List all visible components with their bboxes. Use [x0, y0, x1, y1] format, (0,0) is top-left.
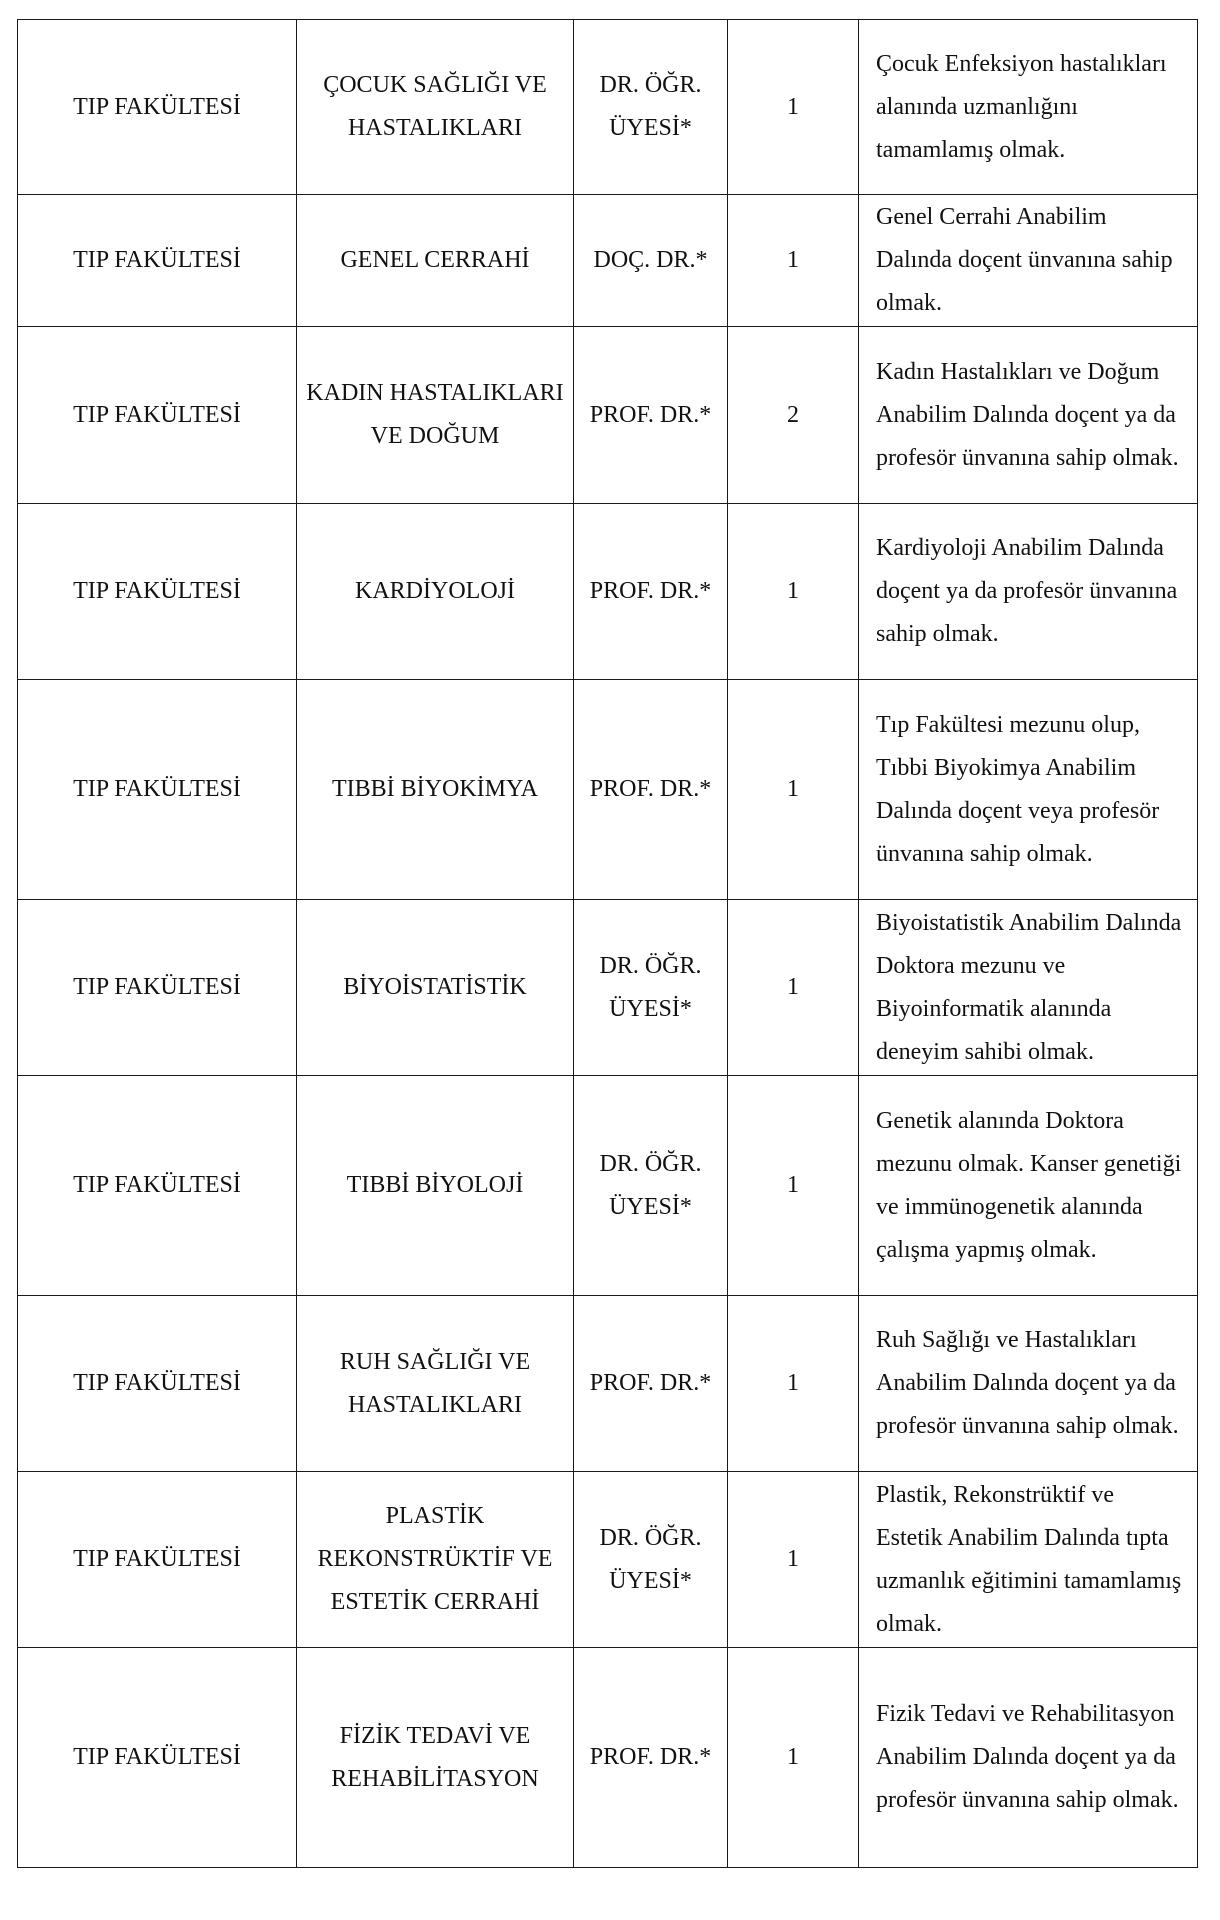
- requirement-cell: Kardiyoloji Anabilim Dalında doçent ya da profesör ünvanına sahip olmak.: [859, 504, 1198, 680]
- academic-positions-table: [17, 19, 1198, 1868]
- position-count-cell: 2: [728, 327, 859, 504]
- faculty-cell: TIP FAKÜLTESİ: [18, 1472, 297, 1648]
- department-cell: ÇOCUK SAĞLIĞI VE HASTALIKLARI: [297, 20, 574, 195]
- table-row: [18, 20, 1198, 195]
- faculty-cell: TIP FAKÜLTESİ: [18, 1648, 297, 1868]
- table-row: [18, 327, 1198, 504]
- department-cell: GENEL CERRAHİ: [297, 195, 574, 327]
- faculty-cell: TIP FAKÜLTESİ: [18, 504, 297, 680]
- table-row: [18, 1296, 1198, 1472]
- faculty-cell: TIP FAKÜLTESİ: [18, 327, 297, 504]
- requirement-cell: Genel Cerrahi Anabilim Dalında doçent ünvanına sahip olmak.: [859, 195, 1198, 327]
- requirement-cell: Çocuk Enfeksiyon hastalıkları alanında uzmanlığını tamamlamış olmak.: [859, 20, 1198, 195]
- title-cell: PROF. DR.*: [574, 504, 728, 680]
- title-cell: PROF. DR.*: [574, 1648, 728, 1868]
- table-row: [18, 1648, 1198, 1868]
- requirement-cell: Plastik, Rekonstrüktif ve Estetik Anabilim Dalında tıpta uzmanlık eğitimini tamamlamış olmak.: [859, 1472, 1198, 1648]
- faculty-cell: TIP FAKÜLTESİ: [18, 1076, 297, 1296]
- position-count-cell: 1: [728, 680, 859, 900]
- title-cell: DR. ÖĞR. ÜYESİ*: [574, 900, 728, 1076]
- faculty-cell: TIP FAKÜLTESİ: [18, 20, 297, 195]
- faculty-cell: TIP FAKÜLTESİ: [18, 195, 297, 327]
- department-cell: TIBBİ BİYOLOJİ: [297, 1076, 574, 1296]
- requirement-cell: Kadın Hastalıkları ve Doğum Anabilim Dalında doçent ya da profesör ünvanına sahip olmak.: [859, 327, 1198, 504]
- table-row: [18, 1076, 1198, 1296]
- requirement-cell: Genetik alanında Doktora mezunu olmak. Kanser genetiği ve immünogenetik alanında çalışma yapmış olmak.: [859, 1076, 1198, 1296]
- position-count-cell: 1: [728, 1472, 859, 1648]
- position-count-cell: 1: [728, 20, 859, 195]
- requirement-cell: Ruh Sağlığı ve Hastalıkları Anabilim Dalında doçent ya da profesör ünvanına sahip olmak.: [859, 1296, 1198, 1472]
- requirement-cell: Biyoistatistik Anabilim Dalında Doktora mezunu ve Biyoinformatik alanında deneyim sahibi olmak.: [859, 900, 1198, 1076]
- department-cell: RUH SAĞLIĞI VE HASTALIKLARI: [297, 1296, 574, 1472]
- table-row: [18, 195, 1198, 327]
- title-cell: DR. ÖĞR. ÜYESİ*: [574, 20, 728, 195]
- department-cell: PLASTİK REKONSTRÜKTİF VE ESTETİK CERRAHİ: [297, 1472, 574, 1648]
- table-row: [18, 900, 1198, 1076]
- table-row: [18, 504, 1198, 680]
- position-count-cell: 1: [728, 900, 859, 1076]
- requirement-cell: Tıp Fakültesi mezunu olup, Tıbbi Biyokimya Anabilim Dalında doçent veya profesör ünvanına sahip olmak.: [859, 680, 1198, 900]
- requirement-cell: Fizik Tedavi ve Rehabilitasyon Anabilim Dalında doçent ya da profesör ünvanına sahip olmak.: [859, 1648, 1198, 1868]
- department-cell: FİZİK TEDAVİ VE REHABİLİTASYON: [297, 1648, 574, 1868]
- title-cell: PROF. DR.*: [574, 680, 728, 900]
- department-cell: TIBBİ BİYOKİMYA: [297, 680, 574, 900]
- table-row: [18, 1472, 1198, 1648]
- position-count-cell: 1: [728, 1296, 859, 1472]
- faculty-cell: TIP FAKÜLTESİ: [18, 900, 297, 1076]
- title-cell: PROF. DR.*: [574, 327, 728, 504]
- position-count-cell: 1: [728, 1076, 859, 1296]
- position-count-cell: 1: [728, 195, 859, 327]
- position-count-cell: 1: [728, 1648, 859, 1868]
- position-count-cell: 1: [728, 504, 859, 680]
- title-cell: DOÇ. DR.*: [574, 195, 728, 327]
- department-cell: KADIN HASTALIKLARI VE DOĞUM: [297, 327, 574, 504]
- faculty-cell: TIP FAKÜLTESİ: [18, 680, 297, 900]
- title-cell: DR. ÖĞR. ÜYESİ*: [574, 1472, 728, 1648]
- table-body: [18, 20, 1198, 1868]
- department-cell: BİYOİSTATİSTİK: [297, 900, 574, 1076]
- title-cell: DR. ÖĞR. ÜYESİ*: [574, 1076, 728, 1296]
- title-cell: PROF. DR.*: [574, 1296, 728, 1472]
- table-row: [18, 680, 1198, 900]
- department-cell: KARDİYOLOJİ: [297, 504, 574, 680]
- faculty-cell: TIP FAKÜLTESİ: [18, 1296, 297, 1472]
